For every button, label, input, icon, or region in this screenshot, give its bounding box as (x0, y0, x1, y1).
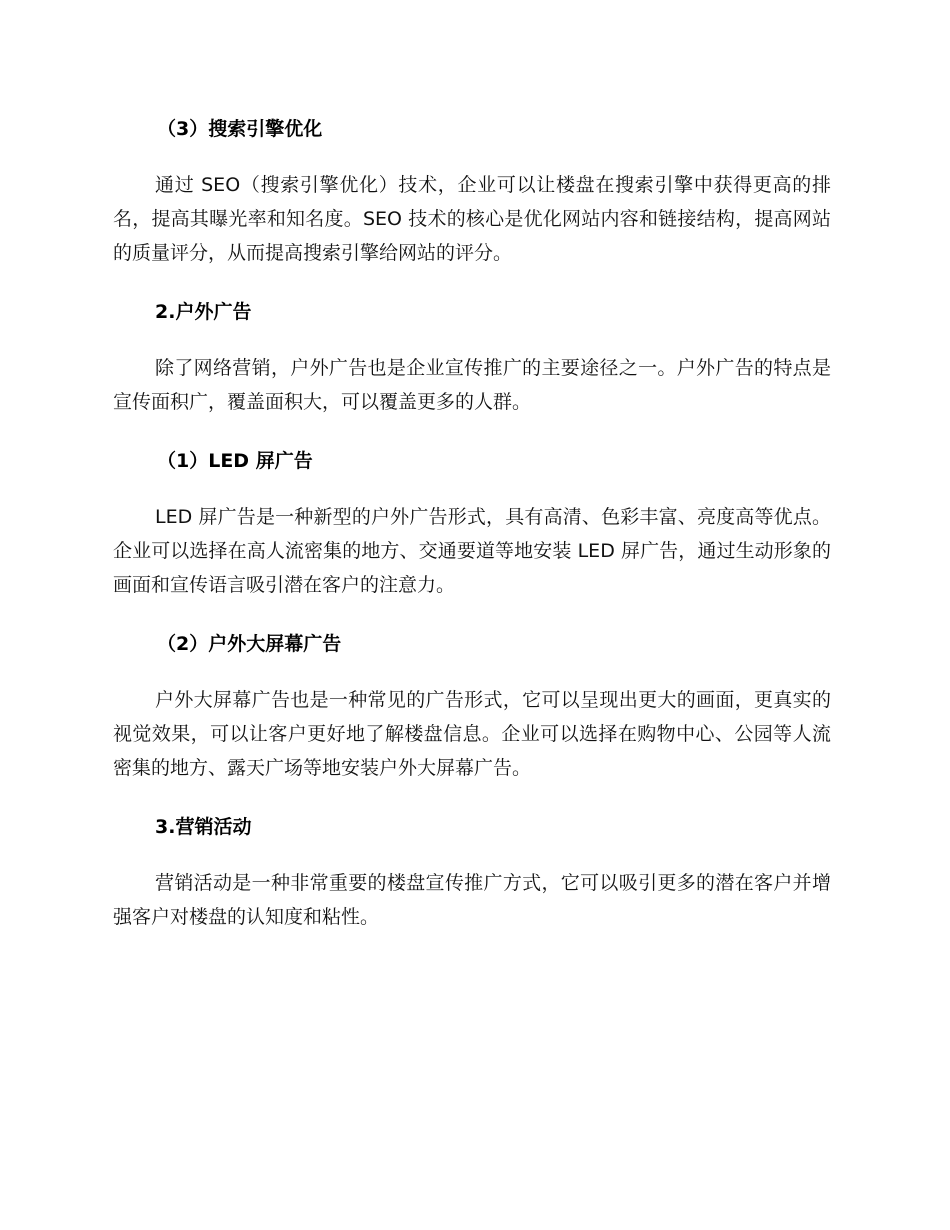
heading-seo: （3）搜索引擎优化 (157, 118, 323, 140)
paragraph-outdoor-ads: 除了网络营销，户外广告也是企业宣传推广的主要途径之一。户外广告的特点是宣传面积广，覆盖面积大，可以覆盖更多的人群。 (113, 357, 831, 413)
heading-marketing-events: 3.营销活动 (155, 816, 252, 838)
paragraph-big-screen: 户外大屏幕广告也是一种常见的广告形式，它可以呈现出更大的画面，更真实的视觉效果，可以让客户更好地了解楼盘信息。企业可以选择在购物中心、公园等人流密集的地方、露天广场等地安装户外大屏幕广告。 (113, 689, 831, 779)
heading-led-screen: （1）LED 屏广告 (157, 450, 313, 472)
paragraph-seo: 通过 SEO（搜索引擎优化）技术，企业可以让楼盘在搜索引擎中获得更高的排名，提高其曝光率和知名度。SEO 技术的核心是优化网站内容和链接结构，提高网站的质量评分，从而提高搜索引擎给网站的评分。 (113, 174, 831, 264)
heading-big-screen: （2）户外大屏幕广告 (157, 633, 342, 655)
paragraph-led-screen: LED 屏广告是一种新型的户外广告形式，具有高清、色彩丰富、亮度高等优点。企业可以选择在高人流密集的地方、交通要道等地安装 LED 屏广告，通过生动形象的画面和宣传语言吸引潜在客户的注意力。 (113, 506, 831, 596)
heading-outdoor-ads: 2.户外广告 (155, 301, 252, 323)
document-body (113, 112, 831, 959)
paragraph-marketing-events: 营销活动是一种非常重要的楼盘宣传推广方式，它可以吸引更多的潜在客户并增强客户对楼盘的认知度和粘性。 (113, 872, 831, 928)
